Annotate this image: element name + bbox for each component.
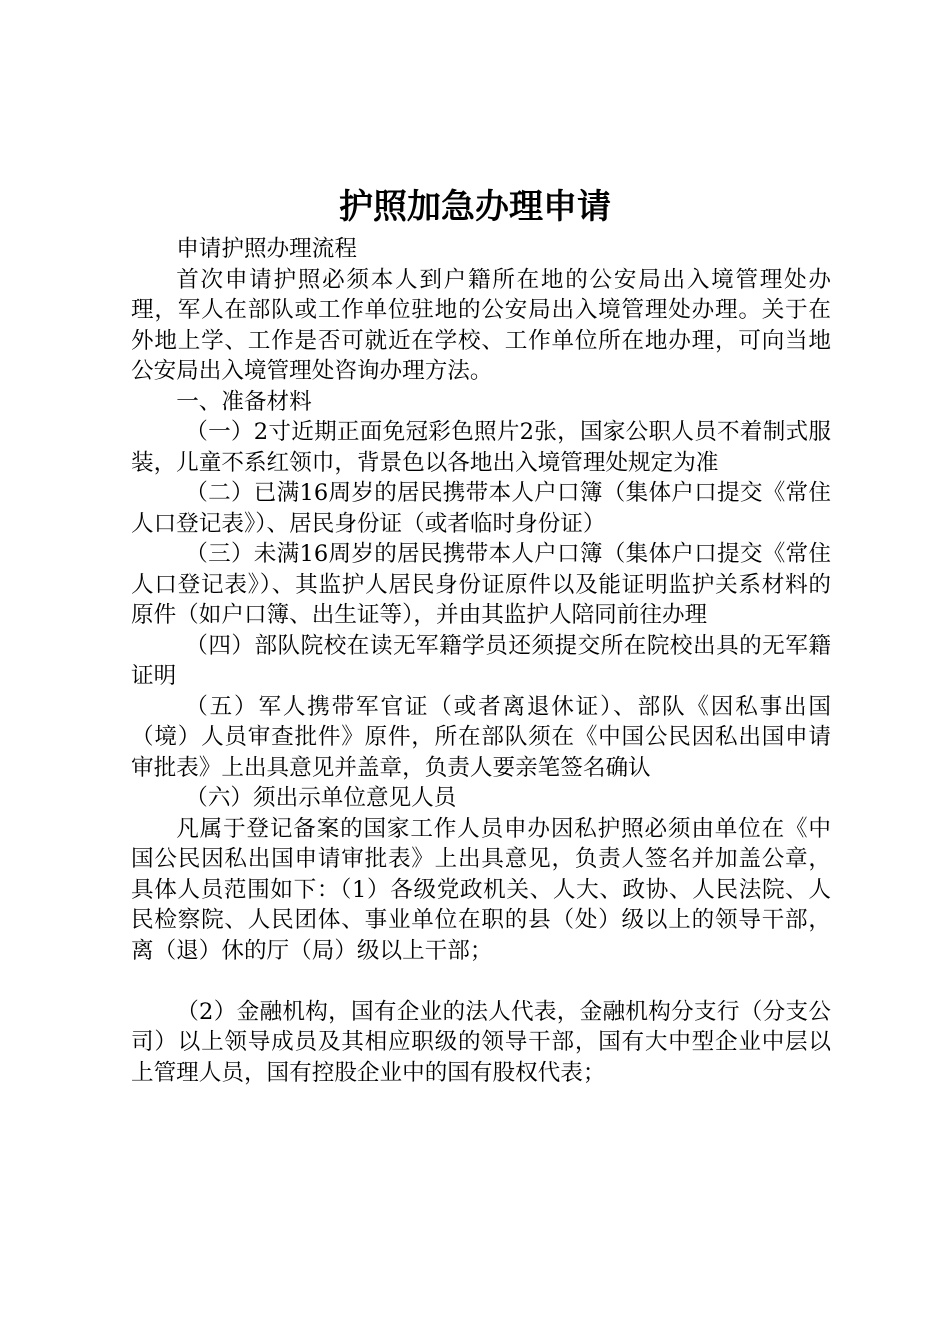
- list-item-photos: （一）2寸近期正面免冠彩色照片2张，国家公职人员不着制式服装，儿童不系红领巾，背景色以各地出入境管理处规定为准: [131, 419, 831, 476]
- list-item-adult-documents: （二）已满16周岁的居民携带本人户口簿（集体户口提交《常住人口登记表》）、居民身份证（或者临时身份证）: [131, 480, 831, 537]
- list-item-military-documents: （五）军人携带军官证（或者离退休证）、部队《因私事出国（境）人员审查批件》原件，所在部队须在《中国公民因私出国申请审批表》上出具意见并盖章，负责人要亲笔签名确认: [131, 693, 831, 781]
- section-heading-materials: 一、准备材料: [176, 388, 312, 415]
- document-title: 护照加急办理申请: [339, 187, 611, 227]
- paragraph-financial-staff: （2）金融机构，国有企业的法人代表，金融机构分支行（分支公司）以上领导成员及其相应职级的领导干部，国有大中型企业中层以上管理人员，国有控股企业中的国有股权代表；: [131, 998, 831, 1086]
- paragraph-registered-staff: 凡属于登记备案的国家工作人员申办因私护照必须由单位在《中国公民因私出国申请审批表》上出具意见，负责人签名并加盖公章，具体人员范围如下：（1）各级党政机关、人大、政协、人民法院、人民检察院、人民团体、事业单位在职的县（处）级以上的领导干部，离（退）休的厅（局）级以上干部；: [131, 815, 831, 964]
- paragraph-intro: 首次申请护照必须本人到户籍所在地的公安局出入境管理处办理，军人在部队或工作单位驻地的公安局出入境管理处办理。关于在外地上学、工作是否可就近在学校、工作单位所在地办理，可向当地公安局出入境管理处咨询办理方法。: [131, 266, 831, 384]
- document-body: [131, 234, 831, 1088]
- list-item-cadet-certificate: （四）部队院校在读无军籍学员还须提交所在院校出具的无军籍证明: [131, 632, 831, 689]
- paragraph-process-heading: 申请护照办理流程: [176, 236, 357, 262]
- list-item-unit-opinion: （六）须出示单位意见人员: [185, 785, 457, 811]
- list-item-minor-documents: （三）未满16周岁的居民携带本人户口簿（集体户口提交《常住人口登记表》）、其监护人居民身份证原件以及能证明监护关系材料的原件（如户口簿、出生证等），并由其监护人陪同前往办理: [131, 541, 831, 628]
